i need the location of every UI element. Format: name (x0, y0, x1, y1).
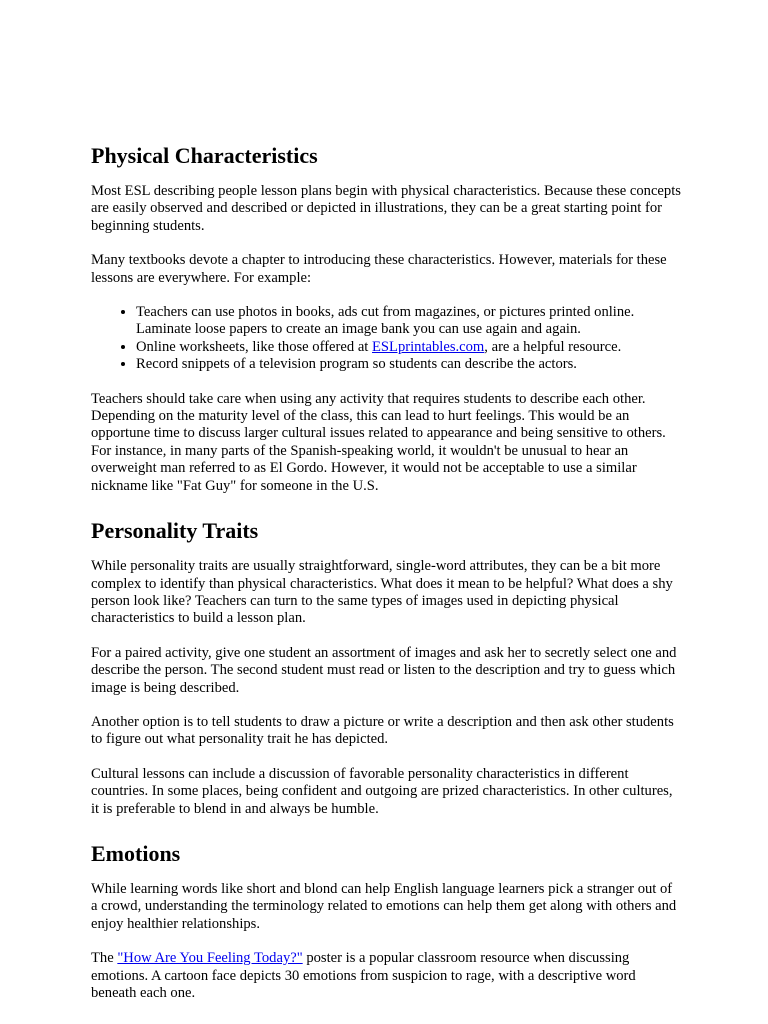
paragraph-text: poster is a popular classroom resource when discussing emotions. A cartoon face depicts 30 emotions from suspicion to rage, with a descriptive word beneath each one. (91, 950, 636, 1001)
article-body (91, 142, 681, 1002)
paragraph: Many textbooks devote a chapter to introducing these characteristics. However, materials for these lessons are everywhere. For example: (91, 252, 667, 286)
list-item: • Record snippets of a television program so students can describe the actors. (136, 356, 681, 373)
list-item-text: , are a helpful resource. (484, 338, 622, 355)
feeling-poster-link[interactable]: "How Are You Feeling Today?" (117, 950, 303, 967)
list-item: • Teachers can use photos in books, ads cut from magazines, or pictures printed online. Laminate loose papers to create an image bank you can use again and again. (136, 304, 681, 339)
paragraph: While personality traits are usually straightforward, single-word attributes, they can be a bit more complex to identify than physical characteristics. What does it mean to be helpful? What does a shy person look like? Teachers can turn to the same types of images used in depicting physical characteristics to build a lesson plan. (91, 558, 673, 627)
paragraph: Most ESL describing people lesson plans begin with physical characteristics. Because these concepts are easily observed and described or depicted in illustrations, they can be a great starting point for beginning students. (91, 183, 681, 234)
list-item-text: Online worksheets, like those offered at (136, 338, 373, 355)
paragraph: While learning words like short and blond can help English language learners pick a stranger out of a crowd, understanding the terminology related to emotions can help them get along with others and enjoy healthier relationships. (91, 880, 677, 932)
paragraph: Another option is to tell students to draw a picture or write a description and then ask other students to figure out what personality trait he has depicted. (91, 713, 674, 748)
section-heading-physical: Physical Characteristics (91, 143, 318, 168)
section-heading-emotions: Emotions (91, 840, 181, 866)
paragraph (91, 950, 681, 1002)
paragraph: Teachers should take care when using any activity that requires students to describe each other. Depending on the maturity level of the class, this can lead to hurt feelings. This would be an opportune time to discuss larger cultural issues related to appearance and being sensitive to others. For instance, in many parts of the Spanish-speaking world, it wouldn't be unusual to hear an overweight man referred to as El Gordo. However, it would not be acceptable to use a similar nickname like "Fat Guy" for someone in the U.S. (91, 390, 666, 494)
paragraph: For a paired activity, give one student an assortment of images and ask her to secretly select one and describe the person. The second student must read or listen to the description and try to guess which image is being described. (91, 644, 677, 696)
section-heading-personality: Personality Traits (91, 518, 259, 544)
bullet-list (91, 304, 681, 374)
list-item (136, 339, 681, 356)
paragraph: Cultural lessons can include a discussion of favorable personality characteristics in different countries. In some places, being confident and outgoing are prized characteristics. In other cultures, it is preferable to blend in and always be humble. (91, 765, 673, 817)
eslprintables-link[interactable]: ESLprintables.com (372, 338, 485, 355)
paragraph-text: The (91, 950, 118, 967)
